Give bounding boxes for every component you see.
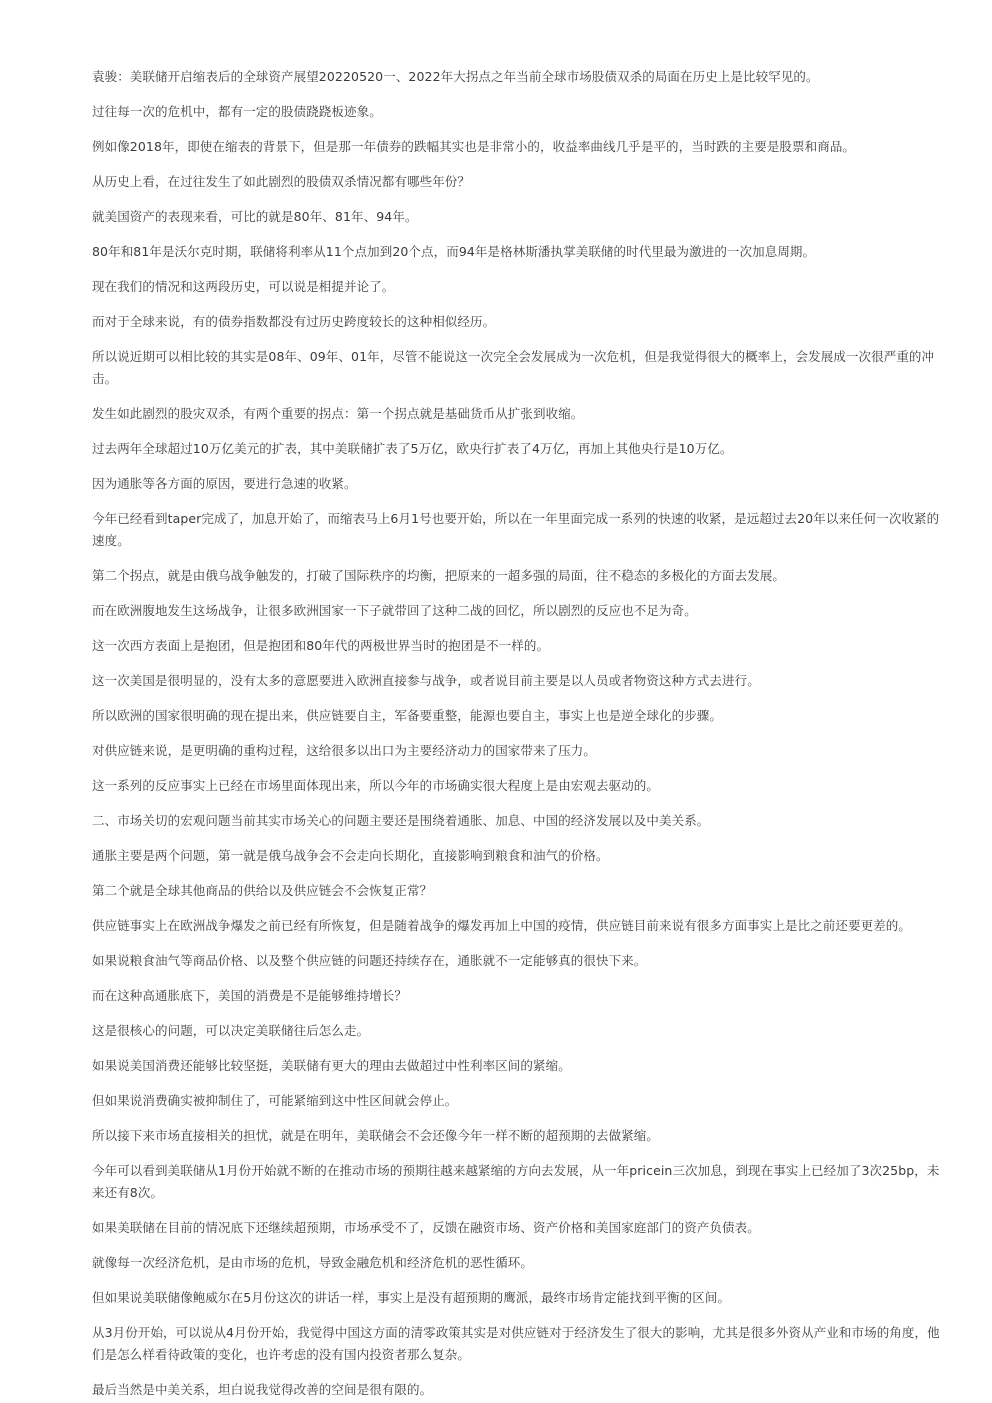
paragraph: 这是很核心的问题，可以决定美联储往后怎么走。 bbox=[92, 1023, 370, 1038]
paragraph: 第二个就是全球其他商品的供给以及供应链会不会恢复正常？ bbox=[92, 883, 433, 898]
paragraph: 最后当然是中美关系，坦白说我觉得改善的空间是很有限的。 bbox=[92, 1382, 433, 1397]
paragraph: 过往每一次的危机中，都有一定的股债跷跷板迹象。 bbox=[92, 104, 382, 119]
paragraph: 80年和81年是沃尔克时期，联储将利率从11个点加到20个点，而94年是格林斯潘执掌美联储的时代里最为激进的一次加息周期。 bbox=[92, 244, 816, 259]
paragraph: 对供应链来说，是更明确的重构过程，这给很多以出口为主要经济动力的国家带来了压力。 bbox=[92, 743, 597, 758]
paragraph: 所以欧洲的国家很明确的现在提出来，供应链要自主，军备要重整，能源也要自主，事实上也是逆全球化的步骤。 bbox=[92, 708, 723, 723]
paragraph: 就美国资产的表现来看，可比的就是80年、81年、94年。 bbox=[92, 209, 418, 224]
paragraph: 而在这种高通胀底下，美国的消费是不是能够维持增长？ bbox=[92, 988, 408, 1003]
paragraph: 而在欧洲腹地发生这场战争，让很多欧洲国家一下子就带回了这种二战的回忆，所以剧烈的反应也不足为奇。 bbox=[92, 603, 697, 618]
paragraph: 今年可以看到美联储从1月份开始就不断的在推动市场的预期往越来越紧缩的方向去发展，从一年pricein三次加息，到现在事实上已经加了3次25bp，未来还有8次。 bbox=[92, 1163, 940, 1200]
paragraph: 现在我们的情况和这两段历史，可以说是相提并论了。 bbox=[92, 279, 395, 294]
paragraph: 而对于全球来说，有的债券指数都没有过历史跨度较长的这种相似经历。 bbox=[92, 314, 496, 329]
paragraph: 这一次美国是很明显的，没有太多的意愿要进入欧洲直接参与战争，或者说目前主要是以人员或者物资这种方式去进行。 bbox=[92, 673, 760, 688]
paragraph: 袁骏：美联储开启缩表后的全球资产展望20220520一、2022年大拐点之年当前全球市场股债双杀的局面在历史上是比较罕见的。 bbox=[92, 69, 819, 84]
paragraph: 如果美联储在目前的情况底下还继续超预期，市场承受不了，反馈在融资市场、资产价格和美国家庭部门的资产负债表。 bbox=[92, 1220, 760, 1235]
paragraph: 第二个拐点，就是由俄乌战争触发的，打破了国际秩序的均衡，把原来的一超多强的局面，往不稳态的多极化的方面去发展。 bbox=[92, 568, 786, 583]
paragraph: 但如果说消费确实被抑制住了，可能紧缩到这中性区间就会停止。 bbox=[92, 1093, 458, 1108]
paragraph: 发生如此剧烈的股灾双杀，有两个重要的拐点：第一个拐点就是基础货币从扩张到收缩。 bbox=[92, 406, 584, 421]
paragraph: 例如像2018年，即使在缩表的背景下，但是那一年债券的跌幅其实也是非常小的，收益率曲线几乎是平的，当时跌的主要是股票和商品。 bbox=[92, 139, 856, 154]
paragraph: 今年已经看到taper完成了，加息开始了，而缩表马上6月1号也要开始，所以在一年里面完成一系列的快速的收紧，是远超过去20年以来任何一次收紧的速度。 bbox=[92, 511, 940, 548]
paragraph: 过去两年全球超过10万亿美元的扩表，其中美联储扩表了5万亿，欧央行扩表了4万亿，再加上其他央行是10万亿。 bbox=[92, 441, 733, 456]
paragraph: 供应链事实上在欧洲战争爆发之前已经有所恢复，但是随着战争的爆发再加上中国的疫情，供应链目前来说有很多方面事实上是比之前还要更差的。 bbox=[92, 918, 912, 933]
section-heading-paragraph: 二、市场关切的宏观问题当前其实市场关心的问题主要还是围绕着通胀、加息、中国的经济发展以及中美关系。 bbox=[92, 813, 710, 828]
paragraph: 通胀主要是两个问题，第一就是俄乌战争会不会走向长期化，直接影响到粮食和油气的价格。 bbox=[92, 848, 609, 863]
paragraph: 如果说美国消费还能够比较坚挺，美联储有更大的理由去做超过中性利率区间的紧缩。 bbox=[92, 1058, 571, 1073]
paragraph: 这一系列的反应事实上已经在市场里面体现出来，所以今年的市场确实很大程度上是由宏观去驱动的。 bbox=[92, 778, 660, 793]
paragraph: 因为通胀等各方面的原因，要进行急速的收紧。 bbox=[92, 476, 357, 491]
paragraph: 就像每一次经济危机，是由市场的危机，导致金融危机和经济危机的恶性循环。 bbox=[92, 1255, 534, 1270]
paragraph: 从历史上看，在过往发生了如此剧烈的股债双杀情况都有哪些年份？ bbox=[92, 174, 471, 189]
paragraph: 从3月份开始，可以说从4月份开始，我觉得中国这方面的清零政策其实是对供应链对于经济发生了很大的影响，尤其是很多外资从产业和市场的角度，他们是怎么样看待政策的变化，也许考虑的没有国内投资者那么复杂。 bbox=[92, 1325, 940, 1362]
paragraph: 这一次西方表面上是抱团，但是抱团和80年代的两极世界当时的抱团是不一样的。 bbox=[92, 638, 550, 653]
paragraph: 如果说粮食油气等商品价格、以及整个供应链的问题还持续存在，通胀就不一定能够真的很快下来。 bbox=[92, 953, 647, 968]
paragraph: 所以说近期可以相比较的其实是08年、09年、01年，尽管不能说这一次完全会发展成为一次危机，但是我觉得很大的概率上，会发展成一次很严重的冲击。 bbox=[92, 349, 935, 386]
paragraph: 但如果说美联储像鲍威尔在5月份这次的讲话一样，事实上是没有超预期的鹰派，最终市场肯定能找到平衡的区间。 bbox=[92, 1290, 731, 1305]
paragraph: 所以接下来市场直接相关的担忧，就是在明年，美联储会不会还像今年一样不断的超预期的去做紧缩。 bbox=[92, 1128, 660, 1143]
